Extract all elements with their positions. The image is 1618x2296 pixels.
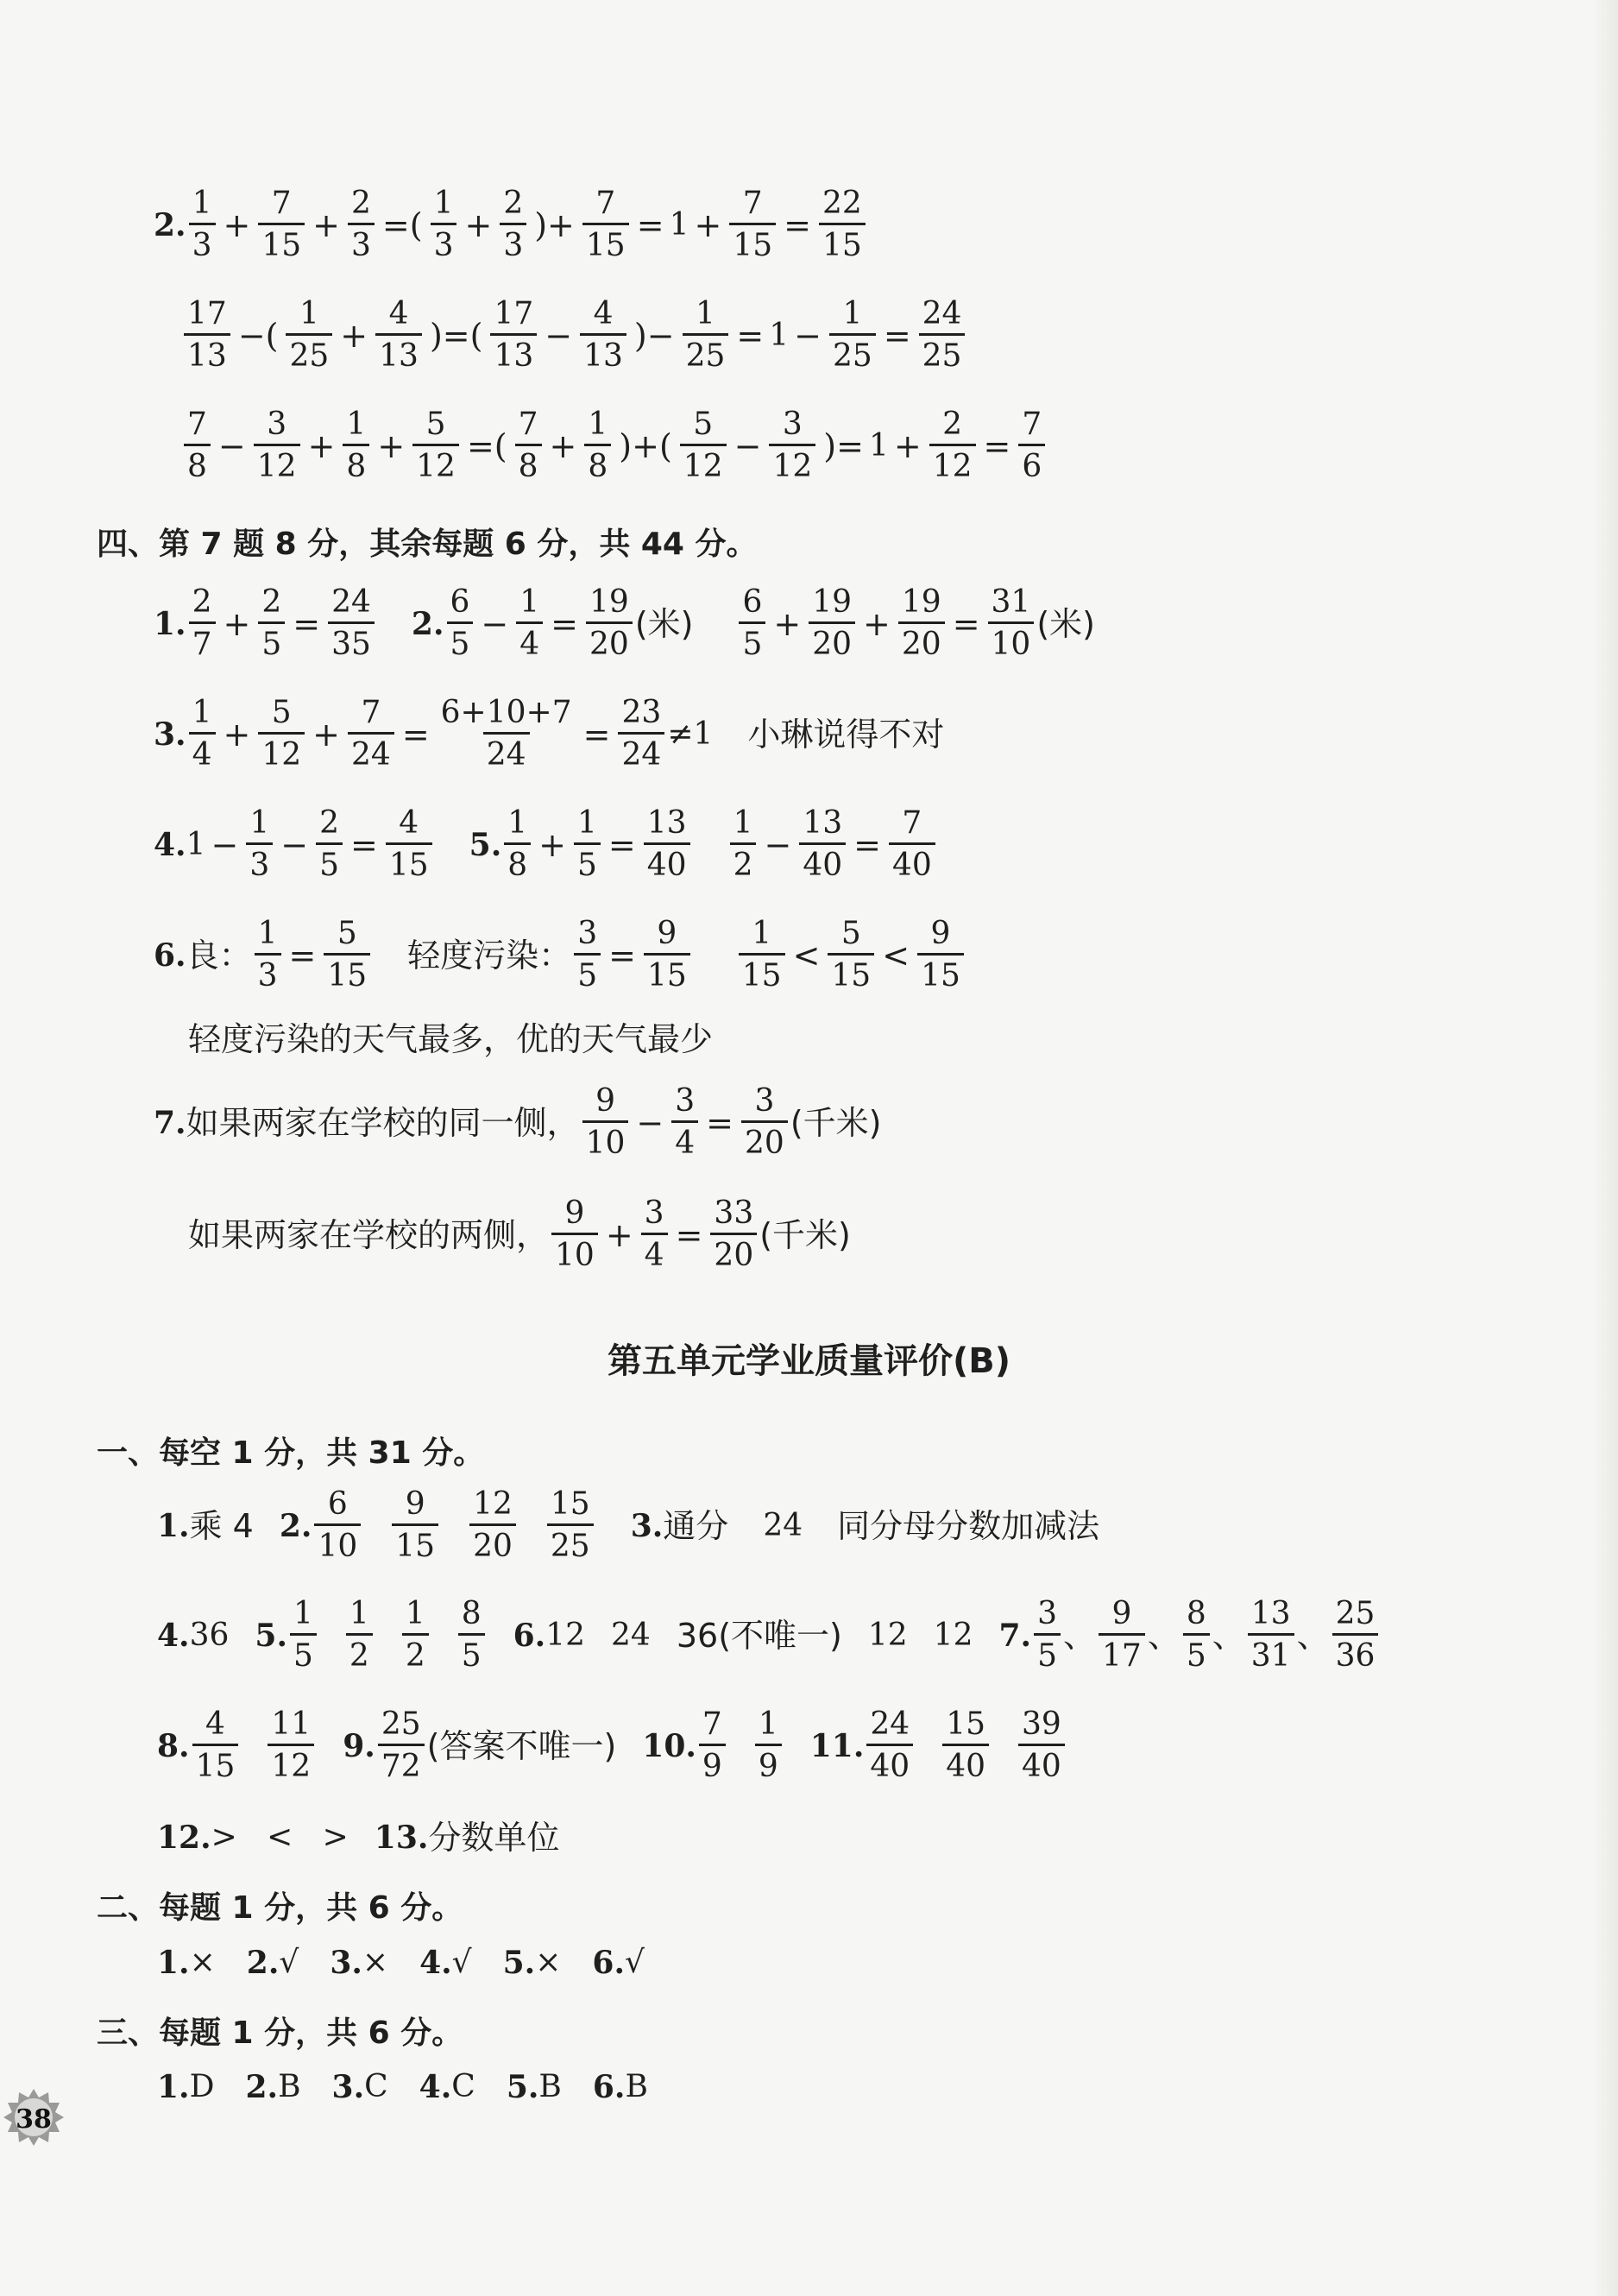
- fraction: [866, 1706, 913, 1784]
- fraction: [1018, 409, 1045, 483]
- numerator: 1: [433, 186, 454, 221]
- fraction: [431, 188, 457, 262]
- fraction: [246, 805, 273, 883]
- denominator: 24: [483, 732, 530, 771]
- fraction: [582, 188, 629, 262]
- denominator: 2: [346, 1633, 373, 1672]
- numerator: 4: [593, 296, 614, 331]
- fraction: [515, 409, 542, 483]
- denominator: 12: [929, 444, 976, 483]
- denominator: 15: [644, 953, 690, 992]
- numerator: 3: [1037, 1596, 1057, 1631]
- numerator: 1: [192, 695, 212, 730]
- fraction: [189, 697, 216, 771]
- numerator: 7: [361, 695, 381, 730]
- numerator: 17: [494, 296, 534, 331]
- denominator: 2: [402, 1633, 429, 1672]
- page-number-badge: [3, 2087, 64, 2148]
- fraction: [346, 1596, 373, 1674]
- q4-6-text: 轻度污染的天气最多，优的天气最少: [188, 1020, 714, 1058]
- numerator: 5: [840, 916, 861, 951]
- numerator: 2: [942, 407, 963, 442]
- denominator: 36: [1332, 1633, 1379, 1672]
- denominator: 15: [386, 842, 432, 881]
- denominator: 4: [189, 732, 216, 771]
- fraction: [919, 296, 966, 374]
- fraction: [386, 805, 432, 883]
- denominator: 15: [819, 223, 866, 262]
- numerator: 9: [657, 916, 677, 951]
- denominator: 15: [739, 953, 785, 992]
- numerator: 2: [192, 584, 212, 620]
- denominator: 8: [515, 444, 542, 483]
- numerator: 31: [991, 584, 1031, 620]
- fraction: [192, 1706, 239, 1784]
- denominator: 15: [917, 953, 964, 992]
- numerator: 1: [696, 296, 715, 331]
- fraction: [889, 805, 935, 883]
- numerator: 39: [1022, 1706, 1061, 1742]
- fraction: [644, 918, 690, 992]
- denominator: 15: [258, 223, 305, 262]
- fraction: [290, 1596, 317, 1674]
- numerator: 1: [192, 186, 212, 221]
- denominator: 10: [314, 1523, 361, 1562]
- fraction: [412, 409, 459, 483]
- denominator: 4: [671, 1120, 698, 1159]
- fraction: [680, 409, 727, 483]
- numerator: 19: [812, 584, 853, 620]
- denominator: 40: [942, 1744, 989, 1782]
- fraction: [586, 584, 633, 662]
- partb-heading-2: 二、每题 1 分，共 6 分。: [97, 1890, 463, 1926]
- numerator: 2: [351, 186, 371, 221]
- fraction: [343, 409, 369, 483]
- denominator: 31: [1248, 1633, 1294, 1672]
- denominator: 5: [1034, 1633, 1061, 1672]
- fraction: [500, 188, 526, 262]
- numerator: 1: [519, 584, 540, 620]
- fraction: [988, 584, 1035, 662]
- denominator: 15: [729, 223, 776, 262]
- denominator: 25: [286, 333, 332, 372]
- numerator: 9: [1111, 1596, 1132, 1631]
- numerator: 7: [702, 1706, 722, 1742]
- fraction: [469, 1486, 516, 1564]
- numerator: 24: [870, 1706, 910, 1742]
- denominator: 15: [324, 953, 370, 992]
- numerator: 15: [946, 1706, 985, 1742]
- fraction: [1034, 1596, 1061, 1674]
- numerator: 3: [675, 1083, 696, 1119]
- numerator: 5: [337, 916, 357, 951]
- q3-2-line2: $\frac{17}{13}$ −( $\frac{1}{25}$ + $\frac{4}{13}$ )=( $\frac{17}{13}$ − $\frac{4}{13}$ )− $\frac{1}{25}$ = 1 − $\frac{1}{25}$ = $\frac{24}{25}$: [181, 299, 967, 372]
- fraction: [618, 697, 664, 771]
- fraction: [547, 1486, 594, 1564]
- numerator: 5: [425, 407, 446, 442]
- fraction: [755, 1706, 782, 1784]
- numerator: 8: [1186, 1596, 1206, 1631]
- numerator: 13: [803, 805, 843, 841]
- numerator: 1: [346, 407, 367, 442]
- fraction: [447, 584, 474, 662]
- fraction: [314, 1486, 361, 1564]
- fraction: [1248, 1596, 1294, 1674]
- denominator: 40: [1018, 1744, 1065, 1782]
- fraction: [799, 805, 846, 883]
- numerator: 3: [754, 1083, 775, 1119]
- fraction: [739, 918, 785, 992]
- denominator: 6: [1018, 444, 1045, 483]
- fraction: [258, 188, 305, 262]
- question-number: 2.: [154, 206, 186, 243]
- denominator: 5: [1183, 1633, 1210, 1672]
- fraction: [699, 1706, 726, 1784]
- fraction: [574, 805, 601, 883]
- fraction: [504, 805, 531, 883]
- denominator: 13: [375, 333, 422, 372]
- partb-heading-1: 一、每空 1 分，共 31 分。: [97, 1435, 485, 1471]
- numerator: 7: [1022, 407, 1042, 442]
- numerator: 1: [299, 296, 319, 331]
- denominator: 3: [348, 223, 375, 262]
- fraction: [829, 296, 876, 374]
- numerator: 2: [319, 805, 339, 841]
- denominator: 3: [431, 223, 457, 262]
- fraction: [184, 409, 211, 483]
- partb-row5: 1. × 2. √ 3. × 4. √ 5. × 6. √: [157, 1945, 645, 1981]
- numerator: 6: [327, 1486, 348, 1522]
- denominator: 3: [246, 842, 273, 881]
- fraction: [769, 409, 815, 483]
- denominator: 5: [258, 621, 285, 660]
- fraction: [516, 584, 543, 662]
- fraction: [1018, 1706, 1065, 1784]
- denominator: 15: [582, 223, 629, 262]
- denominator: 8: [504, 842, 531, 881]
- fraction: [255, 918, 281, 992]
- numerator: 4: [388, 296, 409, 331]
- numerator: 1: [577, 805, 597, 841]
- numerator: 25: [381, 1706, 421, 1742]
- denominator: 40: [889, 842, 935, 881]
- fraction: [1183, 1596, 1210, 1674]
- q4-7-b: 如果两家在学校的两侧， $\frac{9}{10}$ + $\frac{3}{4}$ = $\frac{33}{20}$ (千米): [188, 1195, 851, 1273]
- unit-title: 第五单元学业质量评价(B): [607, 1341, 1011, 1381]
- fraction: [1332, 1596, 1379, 1674]
- numerator: 17: [187, 296, 227, 331]
- numerator: 24: [922, 296, 962, 331]
- fraction: [641, 1195, 668, 1273]
- numerator: 1: [293, 1596, 313, 1631]
- denominator: 25: [683, 333, 729, 372]
- fraction: [730, 805, 757, 883]
- fraction: [258, 584, 285, 662]
- fraction: [942, 1706, 989, 1784]
- numerator: 15: [550, 1486, 590, 1522]
- numerator: 24: [331, 584, 371, 620]
- fraction: [438, 697, 576, 771]
- fraction: [375, 296, 422, 374]
- numerator: 9: [564, 1195, 585, 1231]
- denominator: 20: [898, 621, 945, 660]
- fraction: [348, 697, 394, 771]
- numerator: 7: [742, 186, 763, 221]
- denominator: 24: [348, 732, 394, 771]
- denominator: 13: [580, 333, 626, 372]
- numerator: 1: [405, 1596, 425, 1631]
- denominator: 25: [829, 333, 876, 372]
- denominator: 5: [290, 1633, 317, 1672]
- partb-row1: 1. 乘 4 2. $\frac{6}{10}$ $\frac{9}{15}$ $\frac{12}{20}$ $\frac{15}{25}$ 3. 通分 24 同分母分数加减法: [157, 1486, 1100, 1564]
- numerator: 13: [1250, 1596, 1291, 1631]
- fraction: [316, 805, 343, 883]
- section4-heading: 四、第 7 题 8 分，其余每题 6 分，共 44 分。: [97, 527, 758, 562]
- fraction: [809, 584, 855, 662]
- fraction: [258, 697, 305, 771]
- numerator: 3: [644, 1195, 664, 1231]
- denominator: 15: [828, 953, 874, 992]
- numerator: 1: [588, 407, 608, 442]
- fraction: [490, 296, 537, 374]
- numerator: 9: [930, 916, 951, 951]
- fraction: [929, 409, 976, 483]
- numerator: 2: [503, 186, 524, 221]
- fraction: [458, 1596, 485, 1674]
- denominator: 20: [741, 1120, 788, 1159]
- denominator: 20: [710, 1233, 757, 1271]
- numerator: 3: [782, 407, 803, 442]
- numerator: 25: [1335, 1596, 1376, 1631]
- denominator: 7: [189, 621, 216, 660]
- denominator: 40: [866, 1744, 913, 1782]
- numerator: 4: [205, 1706, 225, 1742]
- q4-1-2: 1. $\frac{2}{7}$ + $\frac{2}{5}$ = $\frac{24}{35}$ 2. $\frac{6}{5}$ − $\frac{1}{4}$ = $\frac{19}{20}$ (米) $\frac{6}{5}$ + $\frac{19}{20}$ + $\frac{19}{20}$ = $\frac{31}{10}$ (米): [154, 584, 1095, 662]
- fraction: [917, 918, 964, 992]
- fraction: [392, 1486, 438, 1564]
- denominator: 40: [644, 842, 690, 881]
- fraction: [710, 1195, 757, 1273]
- fraction: [580, 296, 626, 374]
- numerator: 6: [742, 584, 763, 620]
- denominator: 10: [582, 1120, 629, 1159]
- denominator: 3: [500, 223, 526, 262]
- denominator: 12: [769, 444, 815, 483]
- fraction: [551, 1195, 598, 1273]
- numerator: 3: [577, 916, 598, 951]
- numerator: 19: [901, 584, 941, 620]
- numerator: 23: [621, 695, 662, 730]
- denominator: 10: [551, 1233, 598, 1271]
- numerator: 1: [257, 916, 278, 951]
- numerator: 1: [249, 805, 270, 841]
- denominator: 5: [739, 621, 765, 660]
- fraction: [378, 1706, 425, 1784]
- page-fold-shadow: [1592, 0, 1618, 2296]
- fraction: [286, 296, 332, 374]
- denominator: 8: [184, 444, 211, 483]
- fraction: [828, 918, 874, 992]
- numerator: 7: [271, 186, 292, 221]
- fraction: [582, 1083, 629, 1161]
- numerator: 22: [822, 186, 862, 221]
- denominator: 8: [584, 444, 611, 483]
- denominator: 5: [574, 842, 601, 881]
- partb-row4: 12. > < > 13. 分数单位: [157, 1819, 560, 1857]
- q3-2-line1: 2. $\frac{1}{3}$ + $\frac{7}{15}$ + $\frac{2}{3}$ =( $\frac{1}{3}$ + $\frac{2}{3}$ )+ $\frac{7}{15}$ = 1 + $\frac{7}{15}$ = $\frac{22}{15}$: [154, 188, 868, 262]
- numerator: 13: [646, 805, 687, 841]
- denominator: 3: [189, 223, 216, 262]
- numerator: 1: [733, 805, 753, 841]
- partb-row2: 4. 36 5. $\frac{1}{5}$ $\frac{1}{2}$ $\frac{1}{2}$ $\frac{8}{5}$ 6. 12 24 36(不唯一) 12 12 7. $\frac{3}{5}$ 、 $\frac{9}{17}$ 、 $\frac{8}{5}$ 、 $\frac{13}{31}$ 、 $\frac{25}{36}$: [157, 1599, 1381, 1672]
- numerator: 4: [399, 805, 419, 841]
- partb-row6: 1. D 2. B 3. C 4. C 5. B 6. B: [157, 2069, 648, 2105]
- denominator: 4: [641, 1233, 668, 1271]
- fraction: [644, 805, 690, 883]
- denominator: 9: [755, 1744, 782, 1782]
- numerator: 11: [271, 1706, 312, 1742]
- denominator: 13: [184, 333, 230, 372]
- denominator: 40: [799, 842, 846, 881]
- fraction: [189, 188, 216, 262]
- numerator: 3: [267, 407, 287, 442]
- denominator: 25: [547, 1523, 594, 1562]
- q4-7-a: 7. 如果两家在学校的同一侧， $\frac{9}{10}$ − $\frac{3}{4}$ = $\frac{3}{20}$ (千米): [154, 1083, 882, 1161]
- denominator: 12: [412, 444, 459, 483]
- fraction: [402, 1596, 429, 1674]
- denominator: 5: [316, 842, 343, 881]
- numerator: 19: [589, 584, 629, 620]
- fraction: [189, 584, 216, 662]
- denominator: 15: [392, 1523, 438, 1562]
- denominator: 5: [447, 621, 474, 660]
- denominator: 24: [618, 732, 664, 771]
- partb-row3: 8. $\frac{4}{15}$ $\frac{11}{12}$ 9. $\frac{25}{72}$ (答案不唯一) 10. $\frac{7}{9}$ $\frac{1}{9}$ 11. $\frac{24}{40}$ $\frac{15}{40}$ $\frac{39}{40}$: [157, 1709, 1067, 1782]
- fraction: [268, 1706, 314, 1784]
- q4-4-5: 4. 1 − $\frac{1}{3}$ − $\frac{2}{5}$ = $\frac{4}{15}$ 5. $\frac{1}{8}$ + $\frac{1}{5}$ = $\frac{13}{40}$ $\frac{1}{2}$ − $\frac{13}{40}$ = $\frac{7}{40}$: [154, 808, 938, 881]
- denominator: 20: [469, 1523, 516, 1562]
- numerator: 7: [187, 407, 207, 442]
- denominator: 2: [730, 842, 757, 881]
- numerator: 2: [261, 584, 282, 620]
- numerator: 1: [507, 805, 528, 841]
- denominator: 8: [343, 444, 369, 483]
- denominator: 10: [988, 621, 1035, 660]
- numerator: 5: [271, 695, 292, 730]
- fraction: [328, 584, 375, 662]
- q3-2-line3: $\frac{7}{8}$ − $\frac{3}{12}$ + $\frac{1}{8}$ + $\frac{5}{12}$ =( $\frac{7}{8}$ + $\frac{1}{8}$ )+( $\frac{5}{12}$ − $\frac{3}{12}$ )= 1 + $\frac{2}{12}$ = $\frac{7}{6}$: [181, 409, 1048, 483]
- q4-3: 3. $\frac{1}{4}$ + $\frac{5}{12}$ + $\frac{7}{24}$ = $\frac{6+10+7}{24}$ = $\frac{23}{24}$ ≠1 小琳说得不对: [154, 695, 945, 773]
- page-number: 38: [16, 2104, 52, 2135]
- fraction: [324, 918, 370, 992]
- numerator: 1: [752, 916, 772, 951]
- denominator: 12: [254, 444, 300, 483]
- fraction: [254, 409, 300, 483]
- fraction: [898, 584, 945, 662]
- fraction: [819, 188, 866, 262]
- numerator: 12: [473, 1486, 513, 1522]
- numerator: 9: [405, 1486, 425, 1522]
- numerator: 9: [595, 1083, 615, 1119]
- denominator: 12: [258, 732, 305, 771]
- denominator: 9: [699, 1744, 726, 1782]
- numerator: 7: [518, 407, 538, 442]
- denominator: 25: [919, 333, 966, 372]
- fraction: [671, 1083, 698, 1161]
- denominator: 35: [328, 621, 375, 660]
- numerator: 7: [902, 805, 922, 841]
- fraction: [729, 188, 776, 262]
- denominator: 4: [516, 621, 543, 660]
- numerator: 7: [595, 186, 616, 221]
- fraction: [348, 188, 375, 262]
- denominator: 72: [378, 1744, 425, 1782]
- denominator: 3: [255, 953, 281, 992]
- denominator: 17: [1099, 1633, 1145, 1672]
- denominator: 5: [458, 1633, 485, 1672]
- q4-6: 6. 良： $\frac{1}{3}$ = $\frac{5}{15}$ 轻度污染： $\frac{3}{5}$ = $\frac{9}{15}$ $\frac{1}{15}$ < $\frac{5}{15}$ < $\frac{9}{15}$: [154, 918, 966, 992]
- fraction: [574, 918, 601, 992]
- fraction: [741, 1083, 788, 1161]
- numerator: 5: [693, 407, 714, 442]
- numerator: 33: [714, 1195, 754, 1231]
- denominator: 12: [680, 444, 727, 483]
- partb-heading-3: 三、每题 1 分，共 6 分。: [97, 2015, 463, 2051]
- fraction: [739, 584, 765, 662]
- fraction: [584, 409, 611, 483]
- numerator: 1: [758, 1706, 778, 1742]
- denominator: 13: [490, 333, 537, 372]
- fraction: [184, 296, 230, 374]
- denominator: 12: [268, 1744, 314, 1782]
- numerator: 1: [349, 1596, 369, 1631]
- fraction: [1099, 1596, 1145, 1674]
- denominator: 5: [574, 953, 601, 992]
- fraction: [683, 296, 729, 374]
- numerator: 1: [842, 296, 863, 331]
- denominator: 20: [586, 621, 633, 660]
- numerator: 6+10+7: [440, 695, 572, 730]
- denominator: 15: [192, 1744, 239, 1782]
- denominator: 20: [809, 621, 855, 660]
- numerator: 8: [461, 1596, 482, 1631]
- numerator: 6: [450, 584, 470, 620]
